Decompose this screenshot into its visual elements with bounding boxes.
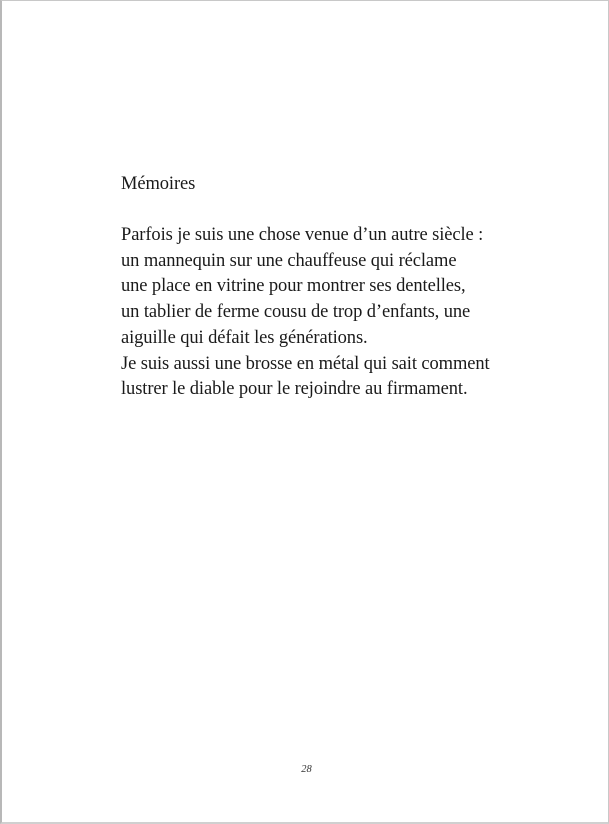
poem-line: lustrer le diable pour le rejoindre au firmament.	[121, 379, 468, 400]
poem-line: Je suis aussi une brosse en métal qui sait comment	[121, 353, 490, 374]
page-number: 28	[301, 764, 312, 775]
poem-line: aiguille qui défait les générations.	[121, 327, 368, 348]
poem	[121, 172, 490, 403]
poem-body	[121, 223, 490, 403]
poem-title: Mémoires	[121, 174, 196, 194]
poem-line: une place en vitrine pour montrer ses dentelles,	[121, 276, 466, 297]
poem-line: un tablier de ferme cousu de trop d’enfants, une	[121, 302, 471, 323]
poem-line: Parfois je suis une chose venue d’un autre siècle :	[121, 225, 484, 245]
poem-line: un mannequin sur une chauffeuse qui réclame	[121, 250, 457, 271]
